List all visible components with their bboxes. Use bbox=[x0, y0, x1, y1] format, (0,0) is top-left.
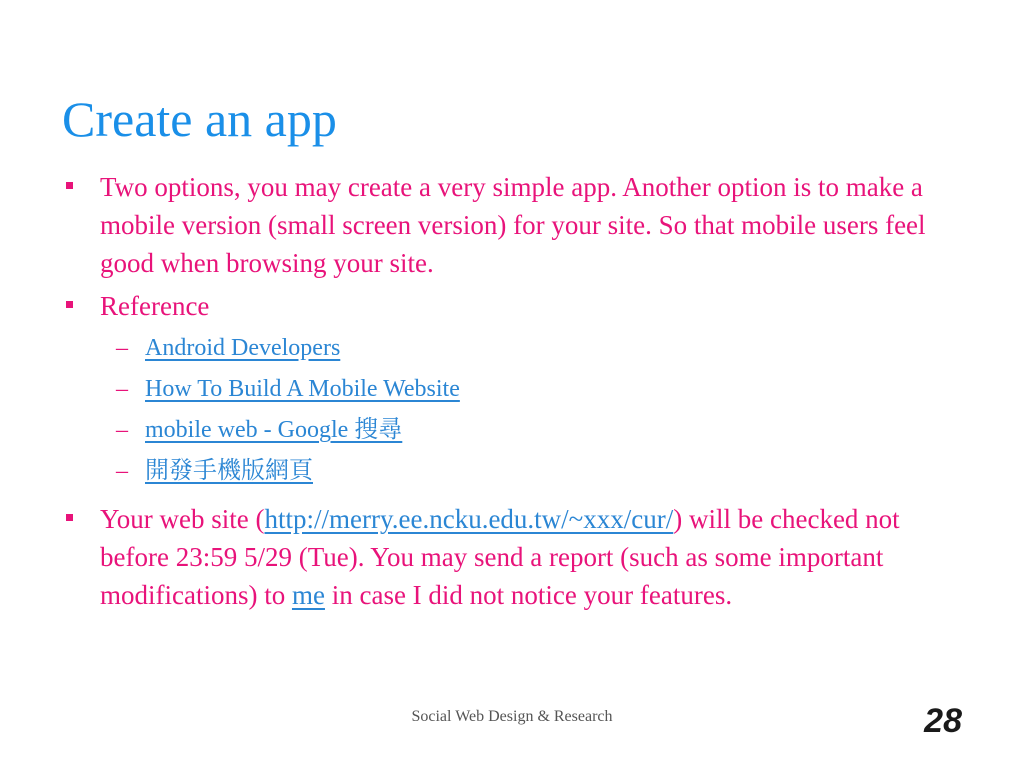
reference-item bbox=[100, 328, 972, 369]
bullet-list bbox=[62, 168, 972, 614]
square-bullet-icon bbox=[66, 514, 73, 521]
bullet-item-website bbox=[62, 500, 972, 614]
reference-list bbox=[100, 328, 972, 492]
square-bullet-icon bbox=[66, 301, 73, 308]
dash-bullet-icon: – bbox=[116, 376, 128, 402]
bullet-item-options bbox=[62, 168, 972, 282]
reference-item bbox=[100, 451, 972, 492]
bullet-text-prefix: Your web site ( bbox=[100, 504, 265, 534]
link-mobile-page-dev[interactable]: 開發手機版網頁 bbox=[145, 458, 313, 484]
bullet-text-suffix: in case I did not notice your features. bbox=[324, 580, 733, 610]
slide-title: Create an app bbox=[62, 91, 337, 147]
footer-text: Social Web Design & Research bbox=[411, 708, 613, 725]
square-bullet-icon bbox=[66, 182, 73, 189]
reference-item bbox=[100, 369, 972, 410]
dash-bullet-icon: – bbox=[116, 417, 128, 443]
bullet-text: Reference bbox=[100, 291, 210, 321]
website-url-link[interactable]: http://merry.ee.ncku.edu.tw/~xxx/cur/ bbox=[264, 504, 674, 534]
link-mobile-website[interactable]: How To Build A Mobile Website bbox=[145, 376, 460, 402]
dash-bullet-icon: – bbox=[116, 335, 128, 361]
link-android-developers[interactable]: Android Developers bbox=[145, 335, 341, 361]
bullet-item-reference bbox=[62, 287, 972, 492]
page-number: 28 bbox=[924, 702, 962, 740]
bullet-text: Two options, you may create a very simple app. Another option is to make a mobile version (small screen version) for your site. So that mobile users feel good when browsing your site. bbox=[100, 172, 926, 278]
bullet-text-middle: ) will be checked not before 23:59 5/29 (Tue). You may send a report (such as some important modifications) to bbox=[100, 504, 900, 610]
contact-me-link[interactable]: me bbox=[291, 580, 325, 610]
link-google-search[interactable]: mobile web - Google 搜尋 bbox=[145, 417, 403, 443]
dash-bullet-icon: – bbox=[116, 458, 128, 484]
reference-item bbox=[100, 410, 972, 451]
